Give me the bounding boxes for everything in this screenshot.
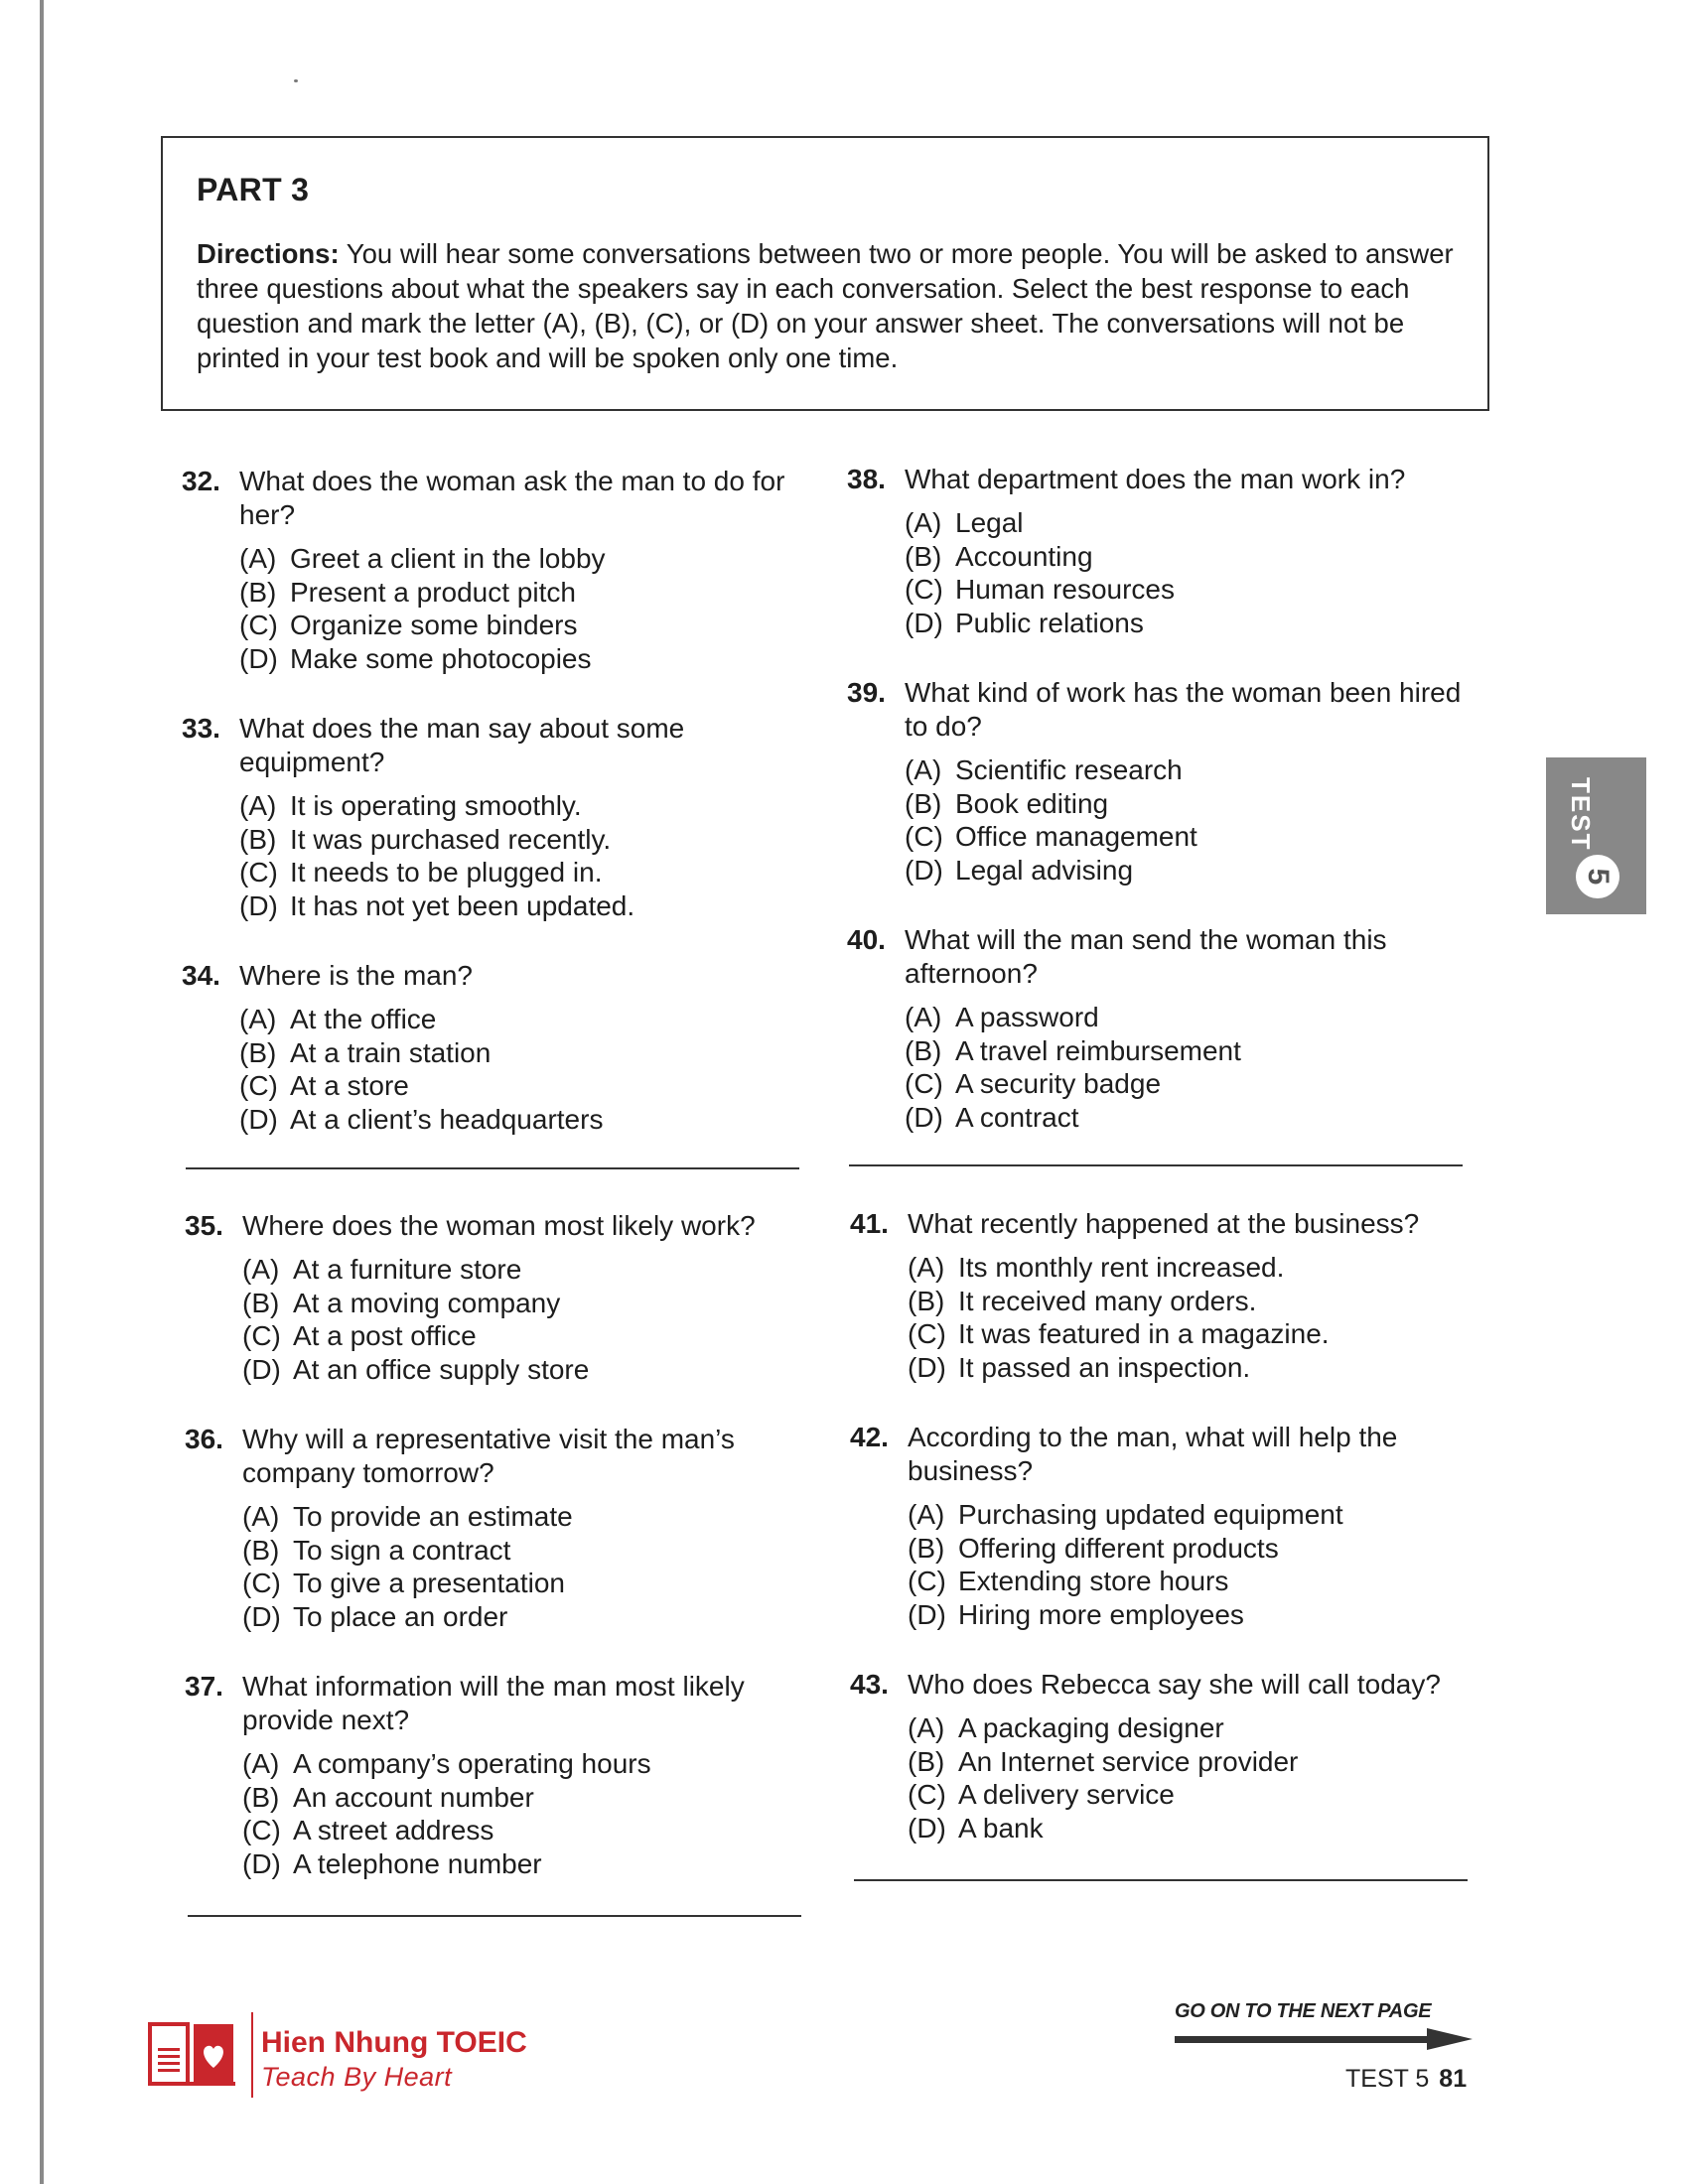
option-letter: (D): [242, 1847, 281, 1879]
answer-option: [239, 609, 797, 642]
option-letter: (D): [908, 1812, 946, 1843]
next-page-label: GO ON TO THE NEXT PAGE: [1175, 2000, 1432, 2022]
option-letter: (D): [242, 1600, 281, 1632]
question-number: 34.: [182, 960, 220, 991]
question: [850, 1207, 1466, 1384]
right-arrow-icon: [1175, 2028, 1473, 2050]
page-number: 81: [1439, 2065, 1468, 2093]
answer-option: [908, 1598, 1466, 1632]
answer-options: [905, 753, 1463, 887]
question-number: 40.: [847, 924, 886, 955]
answer-option: [908, 1498, 1466, 1532]
logo-tagline: Teach By Heart: [261, 2062, 453, 2092]
answer-option: [239, 889, 797, 923]
answer-options: [239, 789, 797, 922]
option-letter: (D): [905, 854, 943, 886]
brand-logo: [144, 2010, 561, 2100]
option-text: Present a product pitch: [290, 576, 576, 608]
option-text: Hiring more employees: [958, 1598, 1244, 1630]
option-letter: (B): [908, 1745, 945, 1777]
option-letter: (A): [908, 1712, 945, 1743]
question-stem: [182, 959, 797, 993]
answer-option: [239, 823, 797, 857]
option-letter: (C): [905, 821, 943, 852]
option-text: At the office: [290, 1004, 437, 1034]
answer-option: [908, 1251, 1466, 1285]
question: [185, 1423, 800, 1633]
answer-option: [905, 1067, 1463, 1101]
answer-option: [242, 1253, 800, 1287]
question-stem: [185, 1209, 800, 1243]
option-letter: (A): [908, 1252, 945, 1283]
question: [185, 1670, 800, 1880]
option-text: A password: [955, 1002, 1099, 1032]
answer-options: [908, 1251, 1466, 1384]
option-text: A delivery service: [958, 1779, 1175, 1810]
option-text: It needs to be plugged in.: [290, 857, 603, 887]
answer-option: [242, 1747, 800, 1781]
option-text: It was purchased recently.: [290, 823, 612, 855]
option-text: At a train station: [290, 1036, 492, 1068]
question: [182, 712, 797, 922]
book-heart-icon: [144, 2018, 239, 2090]
answer-options: [908, 1498, 1466, 1631]
option-letter: (B): [908, 1285, 945, 1316]
question-text: What kind of work has the woman been hired to do?: [905, 677, 1462, 742]
answer-option: [905, 820, 1463, 854]
answer-option: [242, 1781, 800, 1815]
option-text: It received many orders.: [958, 1285, 1257, 1316]
answer-option: [242, 1287, 800, 1320]
option-letter: (A): [905, 507, 942, 538]
question-stem: [185, 1423, 800, 1490]
option-letter: (C): [905, 1068, 943, 1099]
option-letter: (B): [905, 1034, 942, 1066]
option-letter: (A): [908, 1499, 945, 1530]
question-text: What recently happened at the business?: [908, 1208, 1420, 1239]
answer-options: [242, 1500, 800, 1633]
question-text: Why will a representative visit the man’s company tomorrow?: [242, 1424, 735, 1488]
question-text: What information will the man most likely provide next?: [242, 1671, 745, 1735]
option-text: It was featured in a magazine.: [958, 1318, 1330, 1349]
option-text: At a furniture store: [293, 1254, 522, 1285]
question-group-32-34: [182, 465, 797, 1172]
answer-option: [908, 1812, 1466, 1845]
answer-options: [908, 1711, 1466, 1844]
option-text: To give a presentation: [293, 1568, 565, 1598]
option-letter: (A): [242, 1254, 280, 1285]
answer-option: [908, 1565, 1466, 1598]
answer-option: [908, 1532, 1466, 1566]
option-letter: (B): [239, 576, 277, 608]
option-letter: (A): [239, 1004, 277, 1034]
question-group-35-37: [185, 1209, 800, 1917]
option-text: A telephone number: [293, 1847, 542, 1879]
option-letter: (A): [905, 754, 942, 785]
option-text: Greet a client in the lobby: [290, 543, 606, 574]
answer-option: [905, 753, 1463, 787]
option-letter: (B): [905, 540, 942, 572]
question: [850, 1668, 1466, 1844]
option-text: Book editing: [955, 787, 1109, 819]
question-stem: [850, 1207, 1466, 1241]
option-text: A security badge: [955, 1068, 1162, 1099]
option-letter: (B): [239, 823, 277, 855]
option-text: To sign a contract: [293, 1534, 511, 1566]
answer-option: [239, 856, 797, 889]
question-text: What will the man send the woman this afternoon?: [905, 924, 1387, 989]
question-number: 37.: [185, 1671, 223, 1702]
question-text: What does the woman ask the man to do for her?: [239, 466, 785, 530]
answer-option: [908, 1711, 1466, 1745]
option-text: It is operating smoothly.: [290, 790, 582, 821]
option-text: It passed an inspection.: [958, 1351, 1251, 1383]
answer-option: [239, 542, 797, 576]
answer-options: [242, 1253, 800, 1386]
option-letter: (A): [242, 1501, 280, 1532]
answer-option: [239, 789, 797, 823]
option-letter: (D): [239, 1103, 278, 1135]
answer-option: [905, 607, 1463, 640]
answer-option: [239, 1003, 797, 1036]
option-text: Public relations: [955, 607, 1144, 638]
question-stem: [182, 712, 797, 779]
answer-option: [905, 854, 1463, 887]
option-text: A street address: [293, 1815, 494, 1845]
answer-option: [908, 1351, 1466, 1385]
answer-option: [239, 576, 797, 610]
option-letter: (D): [905, 607, 943, 638]
answer-option: [908, 1285, 1466, 1318]
group-divider: [188, 1915, 801, 1917]
next-page-indicator: [1175, 2000, 1473, 2050]
option-letter: (A): [242, 1748, 280, 1779]
option-letter: (C): [239, 1070, 278, 1101]
question-number: 35.: [185, 1210, 223, 1241]
question-text: According to the man, what will help the business?: [908, 1422, 1398, 1486]
footer-test-label: TEST 5: [1345, 2065, 1430, 2093]
side-tab-number: 5: [1576, 855, 1619, 898]
option-text: Scientific research: [955, 754, 1183, 785]
option-letter: (D): [908, 1598, 946, 1630]
option-letter: (D): [242, 1353, 281, 1385]
directions-body: You will hear some conversations between two or more people. You will be asked to answer three questions about what the speakers say in each conversation. Select the best response to each question and mark the letter (A), (B), (C), or (D) on your answer sheet. The conversations will not be printed in your test book and will be spoken only one time.: [197, 238, 1454, 373]
question-group-41-43: [850, 1207, 1466, 1881]
answer-options: [905, 1001, 1463, 1134]
question: [847, 463, 1463, 639]
answer-option: [905, 1001, 1463, 1034]
page-footer: [1345, 2065, 1467, 2094]
option-text: A bank: [958, 1812, 1044, 1843]
question-number: 38.: [847, 464, 886, 494]
question-number: 41.: [850, 1208, 889, 1239]
question: [182, 465, 797, 675]
directions-box: [161, 136, 1489, 411]
question: [185, 1209, 800, 1386]
question-stem: [847, 463, 1463, 496]
answer-option: [239, 1036, 797, 1070]
option-letter: (C): [908, 1318, 946, 1349]
option-text: An account number: [293, 1781, 534, 1813]
question-number: 33.: [182, 713, 220, 744]
option-text: Legal advising: [955, 854, 1134, 886]
option-text: At a client’s headquarters: [290, 1103, 604, 1135]
option-text: Its monthly rent increased.: [958, 1252, 1285, 1283]
answer-option: [908, 1778, 1466, 1812]
group-divider: [849, 1164, 1463, 1166]
question-stem: [850, 1668, 1466, 1702]
option-text: Legal: [955, 507, 1024, 538]
answer-option: [242, 1319, 800, 1353]
option-letter: (B): [239, 1036, 277, 1068]
answer-option: [905, 1101, 1463, 1135]
question-stem: [182, 465, 797, 532]
option-text: At a moving company: [293, 1287, 561, 1318]
answer-options: [239, 542, 797, 675]
option-letter: (C): [242, 1320, 281, 1351]
option-letter: (B): [908, 1532, 945, 1564]
logo-name: Hien Nhung TOEIC: [261, 2026, 527, 2059]
question-number: 42.: [850, 1422, 889, 1452]
question-number: 36.: [185, 1424, 223, 1454]
question: [850, 1421, 1466, 1631]
option-letter: (A): [239, 790, 277, 821]
binding-edge: [40, 0, 44, 2184]
question-stem: [847, 923, 1463, 991]
answer-option: [242, 1500, 800, 1534]
answer-option: [905, 540, 1463, 574]
option-text: At an office supply store: [293, 1353, 590, 1385]
answer-option: [908, 1317, 1466, 1351]
option-letter: (C): [908, 1779, 946, 1810]
option-text: Purchasing updated equipment: [958, 1499, 1343, 1530]
logo-divider: [251, 2012, 253, 2098]
option-text: An Internet service provider: [958, 1745, 1299, 1777]
option-text: A company’s operating hours: [293, 1748, 651, 1779]
option-text: A packaging designer: [958, 1712, 1224, 1743]
option-letter: (A): [239, 543, 277, 574]
option-letter: (C): [242, 1568, 281, 1598]
option-text: Make some photocopies: [290, 642, 592, 674]
option-letter: (D): [239, 889, 278, 921]
question-number: 32.: [182, 466, 220, 496]
question: [182, 959, 797, 1136]
option-text: Human resources: [955, 574, 1175, 605]
option-letter: (B): [905, 787, 942, 819]
option-letter: (D): [905, 1101, 943, 1133]
question-text: What department does the man work in?: [905, 464, 1406, 494]
question-stem: [847, 676, 1463, 744]
option-text: At a store: [290, 1070, 409, 1101]
option-letter: (D): [908, 1351, 946, 1383]
directions-label: Directions:: [197, 238, 340, 269]
option-letter: (C): [905, 574, 943, 605]
question-group-38-40: [847, 463, 1463, 1170]
test-side-tab: [1546, 757, 1646, 914]
question-stem: [185, 1670, 800, 1737]
option-text: It has not yet been updated.: [290, 889, 635, 921]
group-divider: [854, 1879, 1468, 1881]
answer-option: [242, 1567, 800, 1600]
question-text: What does the man say about some equipment?: [239, 713, 685, 777]
answer-options: [242, 1747, 800, 1880]
option-text: To provide an estimate: [293, 1501, 573, 1532]
answer-option: [908, 1745, 1466, 1779]
part-title: PART 3: [197, 172, 310, 207]
question-number: 43.: [850, 1669, 889, 1700]
answer-options: [239, 1003, 797, 1136]
option-letter: (A): [905, 1002, 942, 1032]
answer-option: [905, 506, 1463, 540]
answer-option: [905, 1034, 1463, 1068]
answer-option: [239, 1069, 797, 1103]
option-letter: (B): [242, 1781, 280, 1813]
question: [847, 923, 1463, 1134]
answer-option: [242, 1534, 800, 1568]
option-text: Office management: [955, 821, 1197, 852]
option-text: Extending store hours: [958, 1566, 1229, 1596]
group-divider: [186, 1167, 799, 1169]
option-text: Organize some binders: [290, 610, 578, 640]
option-text: Offering different products: [958, 1532, 1279, 1564]
answer-option: [242, 1600, 800, 1634]
side-tab-label: TEST: [1566, 777, 1596, 852]
option-letter: (C): [908, 1566, 946, 1596]
question-number: 39.: [847, 677, 886, 708]
option-text: A travel reimbursement: [955, 1034, 1241, 1066]
answer-option: [242, 1847, 800, 1881]
option-letter: (B): [242, 1287, 280, 1318]
option-letter: (B): [242, 1534, 280, 1566]
question-stem: [850, 1421, 1466, 1488]
answer-option: [239, 1103, 797, 1137]
option-letter: (C): [242, 1815, 281, 1845]
answer-option: [905, 573, 1463, 607]
answer-option: [239, 642, 797, 676]
option-text: Accounting: [955, 540, 1093, 572]
answer-option: [242, 1814, 800, 1847]
option-letter: (C): [239, 857, 278, 887]
scan-speck: [294, 79, 298, 82]
answer-option: [905, 787, 1463, 821]
option-text: To place an order: [293, 1600, 508, 1632]
option-letter: (C): [239, 610, 278, 640]
option-text: At a post office: [293, 1320, 477, 1351]
answer-options: [905, 506, 1463, 639]
question-text: Where is the man?: [239, 960, 473, 991]
answer-option: [242, 1353, 800, 1387]
option-letter: (D): [239, 642, 278, 674]
directions-text: [197, 236, 1460, 375]
question-text: Who does Rebecca say she will call today?: [908, 1669, 1441, 1700]
option-text: A contract: [955, 1101, 1079, 1133]
question-text: Where does the woman most likely work?: [242, 1210, 756, 1241]
question: [847, 676, 1463, 887]
